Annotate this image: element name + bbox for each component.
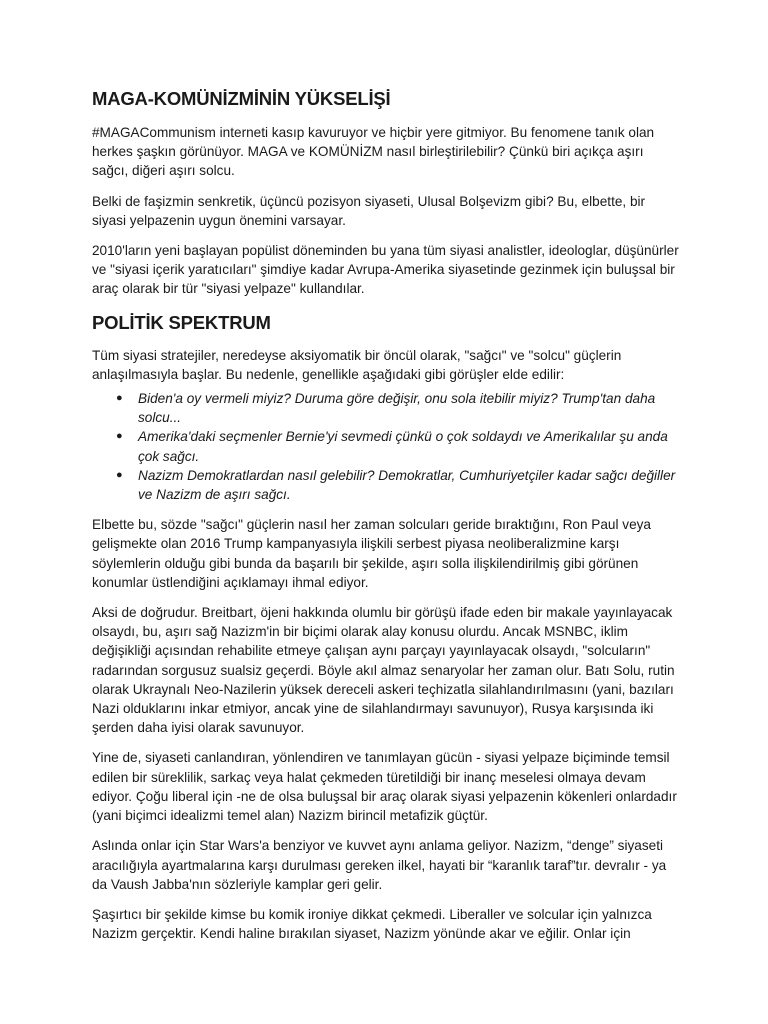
- paragraph: Yine de, siyaseti canlandıran, yönlendiren ve tanımlayan gücün - siyasi yelpaze biçiminde temsil edilen bir süreklilik, sarkaç veya halat çekmeden türetildiği bir inanç meselesi olmaya devam ediyor. Çoğu liberal için -ne de olsa buluşsal bir araç olarak siyasi yelpazenin kökenleri onlardadır (yani biçimci idealizmi temel alan) Nazizm birincil metafizik güçtür.: [92, 750, 677, 824]
- section-title: POLİTİK SPEKTRUM: [92, 311, 271, 333]
- list-item-text: Amerika'daki seçmenler Bernie'yi sevmedi çünkü o çok soldaydı ve Amerikalılar şu anda çok sağcı.: [138, 429, 668, 464]
- list-item-text: Nazizm Demokratlardan nasıl gelebilir? Demokratlar, Cumhuriyetçiler kadar sağcı değiller ve Nazizm de aşırı sağcı.: [138, 467, 676, 503]
- paragraph: #MAGACommunism interneti kasıp kavuruyor ve hiçbir yere gitmiyor. Bu fenomene tanık olan herkes şaşkın görünüyor. MAGA ve KOMÜNİZM nasıl birleştirilebilir? Çünkü biri açıkça aşırı sağcı, diğeri aşırı solcu.: [92, 125, 655, 179]
- paragraph: Elbette bu, sözde "sağcı" güçlerin nasıl her zaman solcuları geride bıraktığını, Ron Paul veya gelişmekte olan 2016 Trump kampanyasıyla ilişkili serbest piyasa neoliberalizmine karşı söylemlerin olduğu gibi bunda da başarılı bir şekilde, aşırı solla ilişkilendirilmiş gibi görünen konumlar üstlendiğini açıklamayı ihmal ediyor.: [92, 517, 651, 590]
- paragraph: Aslında onlar için Star Wars'a benziyor ve kuvvet aynı anlama geliyor. Nazizm, “denge” siyaseti aracılığıyla ayartmalarına karşı durulması gereken ilkel, hayati bir “karanlık taraf”tır. devralır - ya da Vaush Jabba'nın sözleriyle kamplar geri gelir.: [92, 838, 667, 892]
- paragraph: Şaşırtıcı bir şekilde kimse bu komik ironiye dikkat çekmedi. Liberaller ve solcular için yalnızca Nazizm gerçektir. Kendi haline bırakılan siyaset, Nazizm yönünde akar ve eğilir. Onlar için: [92, 906, 652, 942]
- paragraph: Belki de faşizmin senkretik, üçüncü pozisyon siyaseti, Ulusal Bolşevizm gibi? Bu, elbette, bir siyasi yelpazenin uygun önemini varsayar.: [92, 193, 646, 228]
- list-item: [92, 466, 680, 504]
- paragraph: Tüm siyasi stratejiler, neredeyse aksiyomatik bir öncül olarak, "sağcı" ve "solcu" güçlerin anlaşılmasıyla başlar. Bu nedenle, genellikle aşağıdaki gibi görüşler elde edilir:: [92, 347, 622, 382]
- document-title: MAGA-KOMÜNİZMİNİN YÜKSELİŞİ: [92, 88, 391, 109]
- document-page: [92, 86, 680, 954]
- bullet-icon: ●: [116, 392, 123, 405]
- list-item: [92, 389, 680, 427]
- paragraph: Aksi de doğrudur. Breitbart, öjeni hakkında olumlu bir görüşü ifade eden bir makale yayınlayacak olsaydı, bu, aşırı sağ Nazizm'in bir biçimi olarak alay konusu olurdu. Ancak MSNBC, iklim değişikliği açısından rehabilite etmeye çalışan aynı parçayı yayınlayacak olsaydı, "solcuların" radarından sorgusuz sualsiz geçerdi. Böyle akıl almaz senaryolar her zaman olur. Batı Solu, rutin olarak Ukraynalı Neo-Nazilerin yüksek dereceli askeri teçhizatla silahlandırılmasını (yani, bazıları Nazi olduklarını inkar etmiyor, ancak yine de silahlandırmayı savunuyor), Rusya karşısında iki şerden daha iyisi olarak savunuyor.: [92, 605, 675, 736]
- list-item: [92, 427, 680, 465]
- paragraph: 2010'ların yeni başlayan popülist döneminden bu yana tüm siyasi analistler, ideologlar, düşünürler ve "siyasi içerik yaratıcıları" şimdiye kadar Avrupa-Amerika siyasetinde gezinmek için buluşsal bir araç olarak bir tür "siyasi yelpaze" kullandılar.: [92, 243, 679, 297]
- bullet-list: [92, 389, 680, 504]
- bullet-icon: ●: [116, 468, 123, 481]
- list-item-text: Biden'a oy vermeli miyiz? Duruma göre değişir, onu sola itebilir miyiz? Trump'tan daha solcu...: [138, 391, 656, 426]
- bullet-icon: ●: [116, 430, 123, 443]
